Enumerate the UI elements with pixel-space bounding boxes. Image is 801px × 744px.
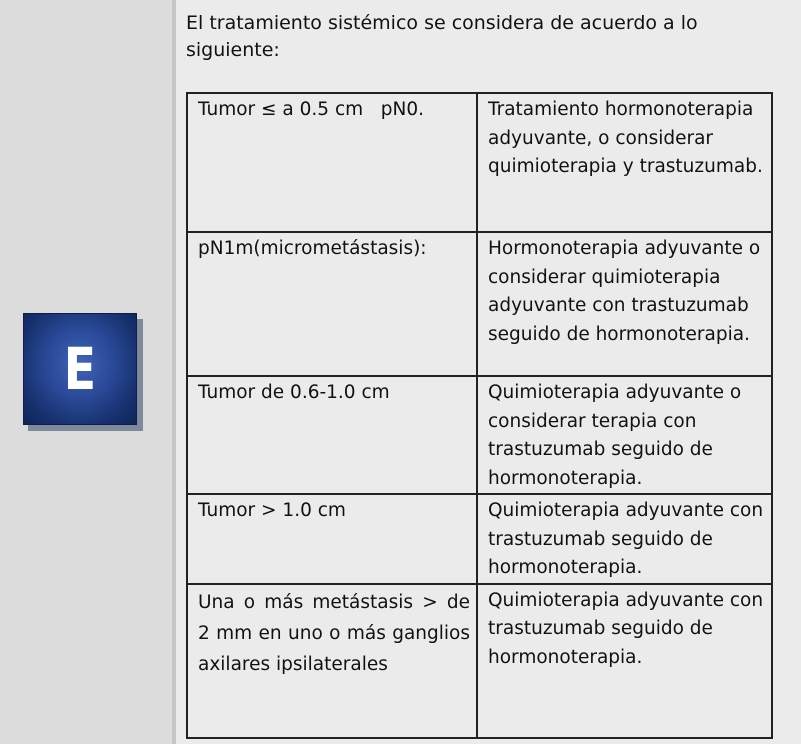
- table-row: [187, 232, 772, 376]
- evidence-level-badge: [23, 313, 137, 425]
- treatment-table: [186, 92, 773, 739]
- intro-paragraph: El tratamiento sistémico se considera de acuerdo a lo siguiente:: [186, 12, 698, 61]
- table-row: [187, 376, 772, 494]
- criterion-cell: Una o más metástasis > de 2 mm en uno o más ganglios axilares ipsilaterales: [187, 584, 477, 738]
- evidence-level-letter: E: [63, 335, 97, 403]
- table-row: [187, 494, 772, 584]
- treatment-cell: Tratamiento hormonoterapia adyuvante, o considerar quimioterapia y trastuzumab.: [477, 93, 772, 232]
- criterion-cell: Tumor > 1.0 cm: [187, 494, 477, 584]
- criterion-cell: Tumor ≤ a 0.5 cm pN0.: [187, 93, 477, 232]
- treatment-cell: Quimioterapia adyuvante con trastuzumab seguido de hormonoterapia.: [477, 494, 772, 584]
- criterion-cell: Tumor de 0.6-1.0 cm: [187, 376, 477, 494]
- criterion-cell: pN1m(micrometástasis):: [187, 232, 477, 376]
- table-row: [187, 93, 772, 232]
- treatment-cell: Hormonoterapia adyuvante o considerar quimioterapia adyuvante con trastuzumab seguido de hormonoterapia.: [477, 232, 772, 376]
- treatment-cell: Quimioterapia adyuvante con trastuzumab seguido de hormonoterapia.: [477, 584, 772, 738]
- table-row: [187, 584, 772, 738]
- treatment-cell: Quimioterapia adyuvante o considerar terapia con trastuzumab seguido de hormonoterapia.: [477, 376, 772, 494]
